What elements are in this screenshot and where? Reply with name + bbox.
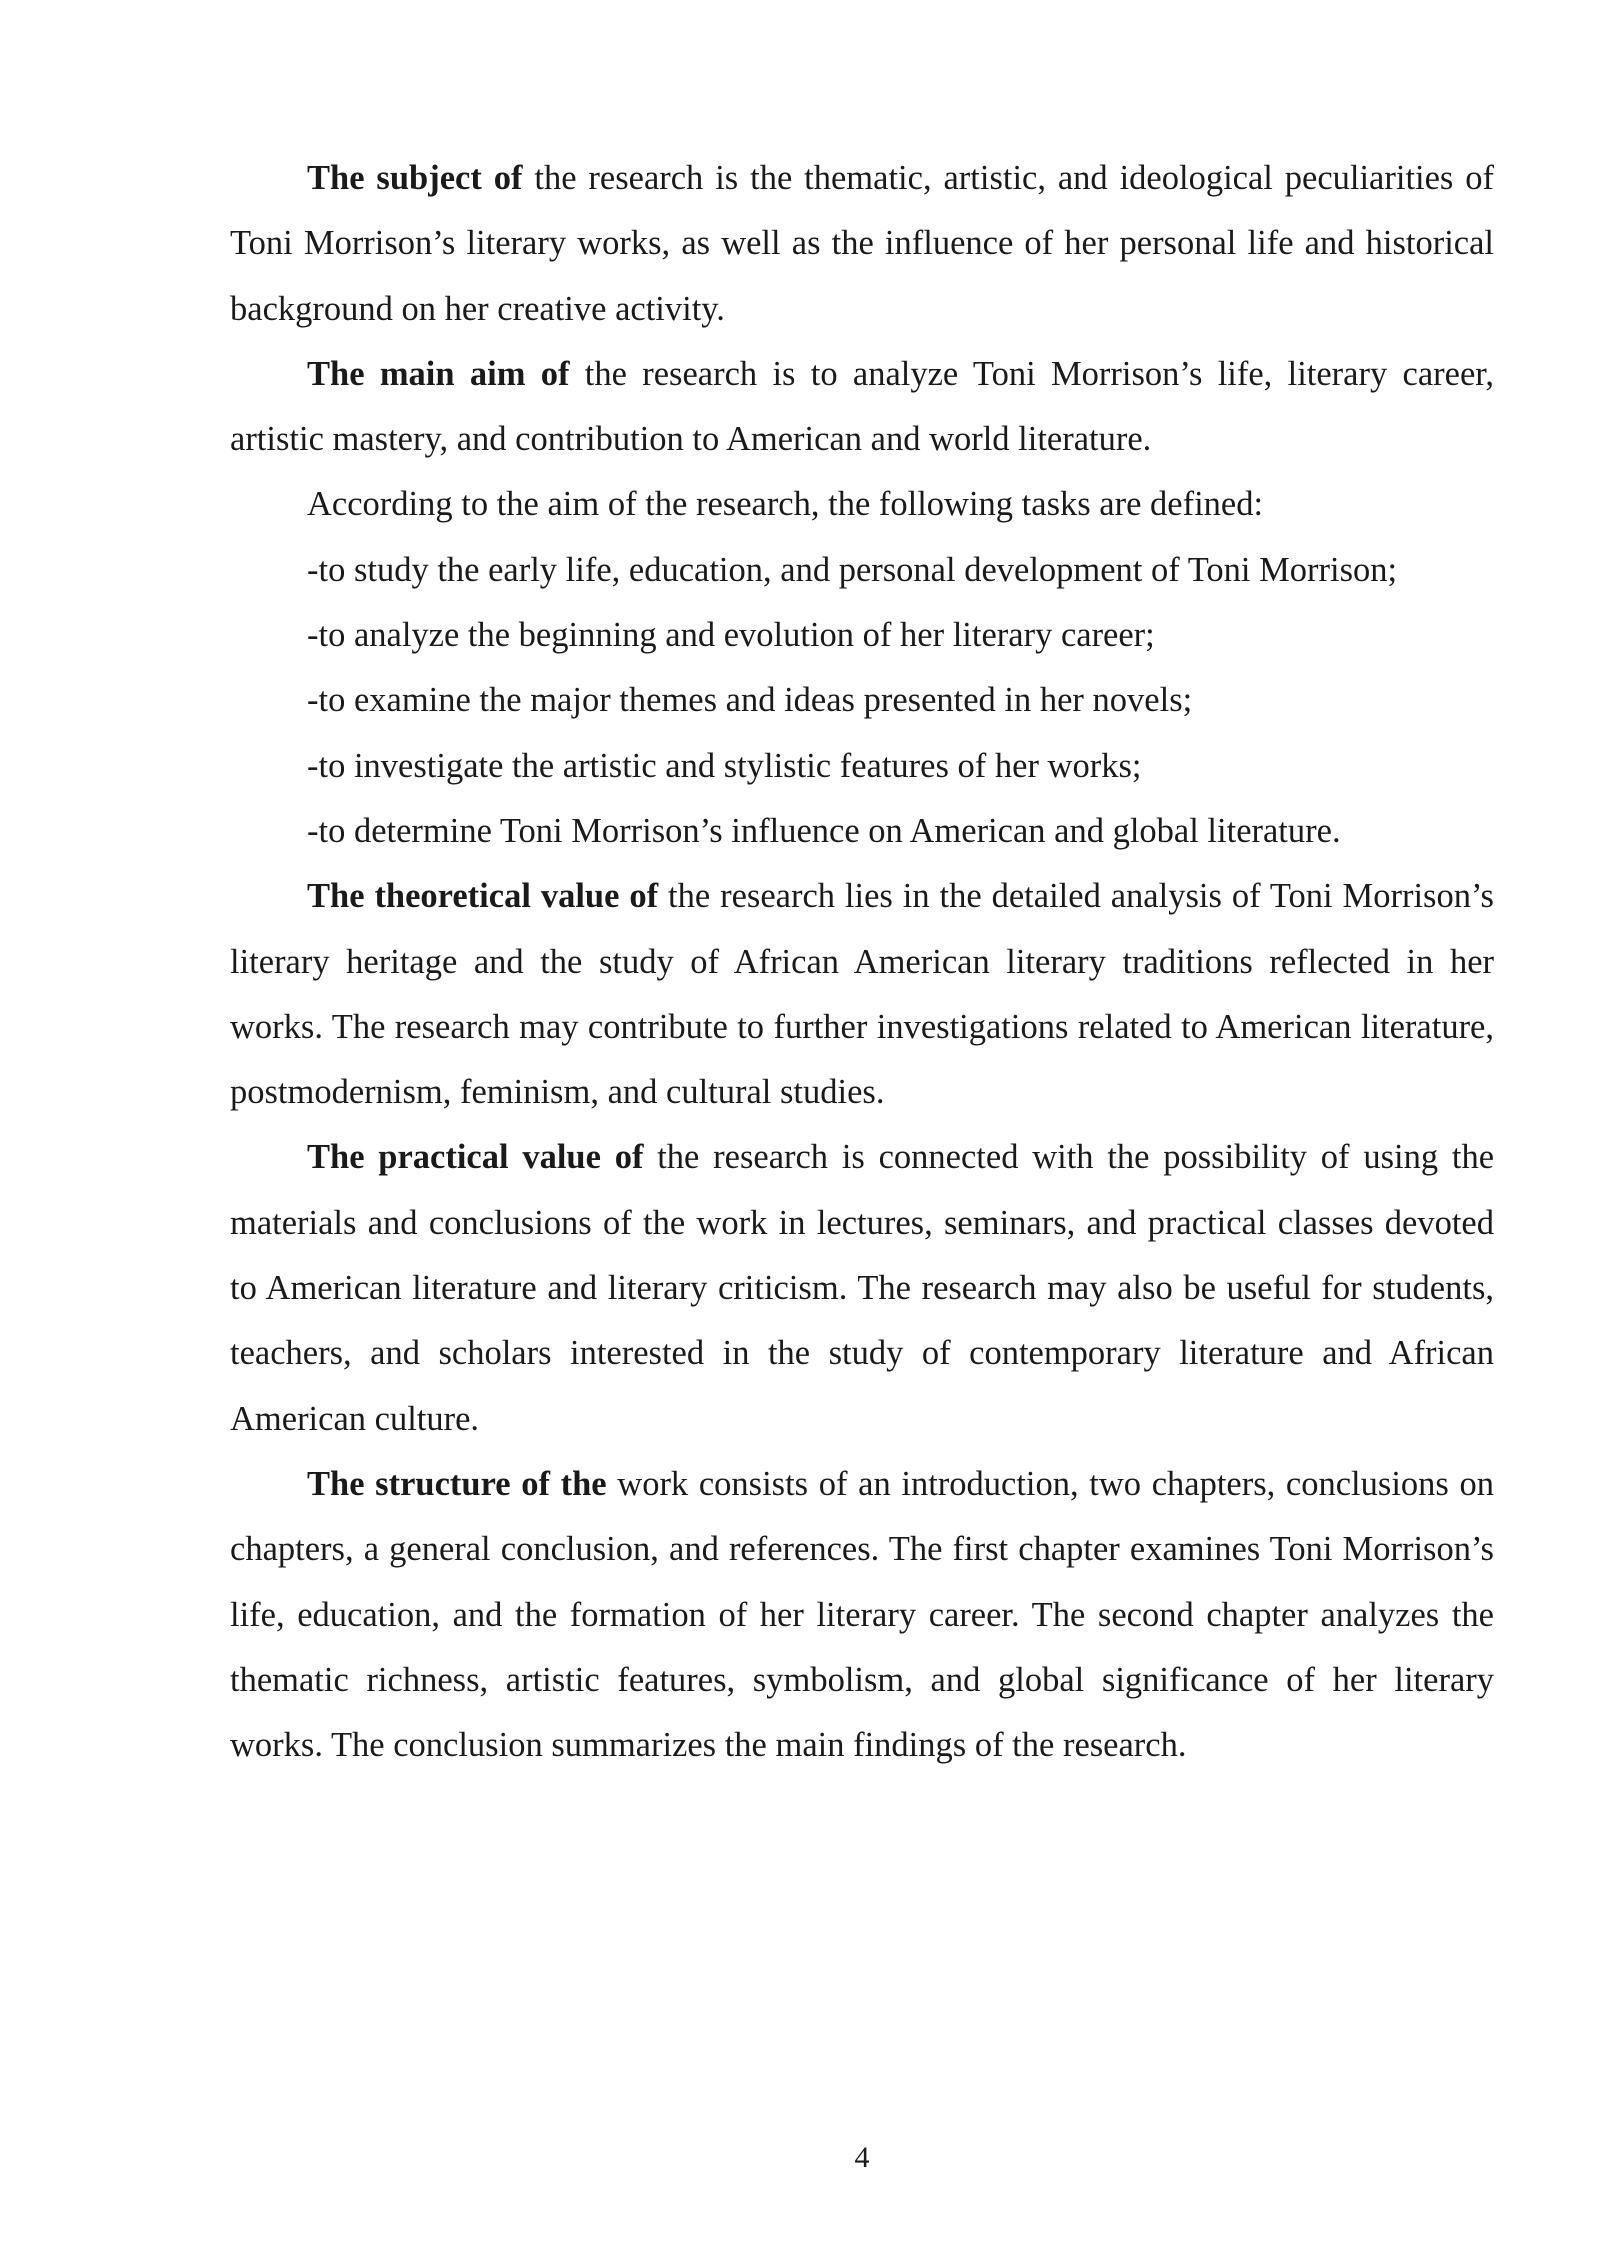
heading-subject: The subject of — [307, 159, 523, 197]
text-main-aim: the research is to analyze Toni Morrison’s life, literary career, artistic mastery, and contribution to American and world literature. — [230, 354, 1494, 459]
paragraph-structure — [230, 1452, 1494, 1778]
task-item-text: -to examine the major themes and ideas presented in her novels; — [307, 681, 1193, 720]
heading-structure: The structure of the — [307, 1464, 607, 1503]
task-item — [230, 734, 1494, 799]
paragraph-subject — [230, 146, 1494, 342]
heading-theoretical-value: The theoretical value of — [307, 877, 659, 916]
task-item-text: -to study the early life, education, and personal development of Toni Morrison; — [307, 550, 1398, 589]
text-tasks-intro: According to the aim of the research, the following tasks are defined: — [307, 485, 1264, 524]
task-item — [230, 668, 1494, 733]
text-subject: the research is the thematic, artistic, and ideological peculiarities of Toni Morrison’s literary works, as well as the influence of her personal life and historical background on her creative activity. — [230, 159, 1494, 328]
text-practical-value: the research is connected with the possibility of using the materials and conclusions of the work in lectures, seminars, and practical classes devoted to American literature and literary criticism. The research may also be useful for students, teachers, and scholars interested in the study of contemporary literature and African American culture. — [230, 1138, 1495, 1438]
task-item — [230, 603, 1494, 668]
text-theoretical-value: the research lies in the detailed analysis of Toni Morrison’s literary heritage and the study of African American literary traditions reflected in her works. The research may contribute to further investigations related to American literature, postmodernism, feminism, and cultural studies. — [230, 877, 1494, 1112]
task-item-text: -to analyze the beginning and evolution of her literary career; — [307, 616, 1155, 655]
heading-practical-value: The practical value of — [307, 1138, 644, 1177]
paragraph-main-aim — [230, 342, 1494, 473]
page-body — [230, 146, 1494, 1778]
paragraph-practical-value — [230, 1125, 1494, 1451]
task-item-text: -to determine Toni Morrison’s influence on American and global literature. — [307, 811, 1341, 850]
heading-main-aim: The main aim of — [307, 354, 570, 393]
paragraph-theoretical-value — [230, 864, 1494, 1125]
task-item-text: -to investigate the artistic and stylistic features of her works; — [307, 746, 1142, 785]
text-structure: work consists of an introduction, two chapters, conclusions on chapters, a general conclusion, and references. The first chapter examines Toni Morrison’s life, education, and the formation of her literary career. The second chapter analyzes the thematic richness, artistic features, symbolism, and global significance of her literary works. The conclusion summarizes the main findings of the research. — [230, 1464, 1494, 1765]
task-item — [230, 799, 1494, 864]
paragraph-tasks-intro — [230, 472, 1494, 537]
page-number: 4 — [854, 2141, 870, 2174]
task-item — [230, 538, 1494, 603]
